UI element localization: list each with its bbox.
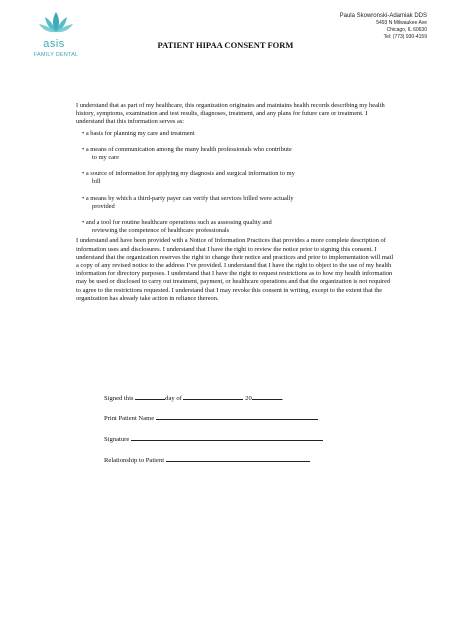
print-name-row: [104, 412, 318, 422]
signature-label: Signature: [104, 436, 130, 443]
year-prefix: 20: [245, 395, 252, 402]
consent-paragraph: I understand and have been provided with a Notice of Information Practices that provides a more complete description of information uses and disclosures. I understand that I have the right to review the notice prior to signing this consent. I understand that the organization reserves the right to change their notice and practices and prior to implementation will mail a copy of any revised notice to the address I’ve provided. I understand that I have the right to object to the use of my health information for directory purposes. I understand that I have the right to request restrictions as to how my health information may be used or disclosed to carry out treatment, payment, or healthcare operations and that the organization is not required to agree to the restrictions requested. I understand that I may revoke this consent in writing, except to the extent that the organization has already take action in reliance thereon.: [76, 237, 394, 302]
logo-name: asis: [43, 38, 65, 50]
signed-date-row: [104, 392, 283, 402]
list-item-text: • a source of information for applying my diagnosis and surgical information to my: [82, 170, 295, 178]
list-item: [82, 219, 396, 235]
list-item: [82, 170, 396, 186]
form-body: [76, 102, 396, 303]
list-item: [82, 130, 396, 138]
practice-address-2: Chicago, IL 60630: [386, 27, 427, 33]
list-item-continuation: provided: [92, 202, 115, 210]
practice-address-1: 5493 N Milwaukee Ave: [376, 20, 427, 26]
list-item-text: • a means of communication among the many health professionals who contribute: [82, 145, 292, 153]
day-of-label: day of: [165, 395, 182, 402]
day-field[interactable]: [135, 392, 165, 400]
purpose-list: [76, 130, 396, 236]
relationship-row: [104, 454, 310, 464]
date-period: .: [281, 395, 284, 402]
print-name-field[interactable]: [156, 412, 318, 420]
list-item-text: • a basis for planning my care and treatment: [82, 129, 195, 137]
list-item-continuation: to my care: [92, 154, 119, 162]
intro-paragraph: I understand that as part of my healthcare, this organization originates and maintains health records describing my health history, symptoms, examination and test results, diagnoses, treatment, and any plans for future care or treatment. I understand that this information serves as:: [76, 102, 385, 126]
practice-info: [277, 12, 427, 41]
signed-this-label: Signed this: [104, 395, 134, 402]
list-item-text: • and a tool for routine healthcare operations such as assessing quality and: [82, 219, 272, 227]
practice-phone: Tel: (773) 930-4159: [383, 34, 427, 40]
list-item-continuation: bill: [92, 178, 101, 186]
signature-field[interactable]: [131, 433, 323, 441]
list-item: [82, 146, 396, 162]
list-item-text: • a means by which a third-party payer can verify that services billed were actually: [82, 194, 294, 202]
relationship-label: Relationship to Patient: [104, 457, 165, 464]
print-name-label: Print Patient Name: [104, 415, 155, 422]
practice-name: Paula Skowronski-Adamiak DDS: [339, 13, 427, 19]
page-title: PATIENT HIPAA CONSENT FORM: [157, 40, 294, 50]
list-item: [82, 195, 396, 211]
year-field[interactable]: [252, 392, 282, 400]
lotus-icon: [38, 10, 74, 38]
relationship-field[interactable]: [166, 454, 310, 462]
list-item-continuation: reviewing the competence of healthcare professionals: [92, 227, 230, 235]
logo-subtitle: FAMILY DENTAL: [33, 52, 79, 58]
month-field[interactable]: [183, 392, 243, 400]
signature-row: [104, 433, 323, 443]
